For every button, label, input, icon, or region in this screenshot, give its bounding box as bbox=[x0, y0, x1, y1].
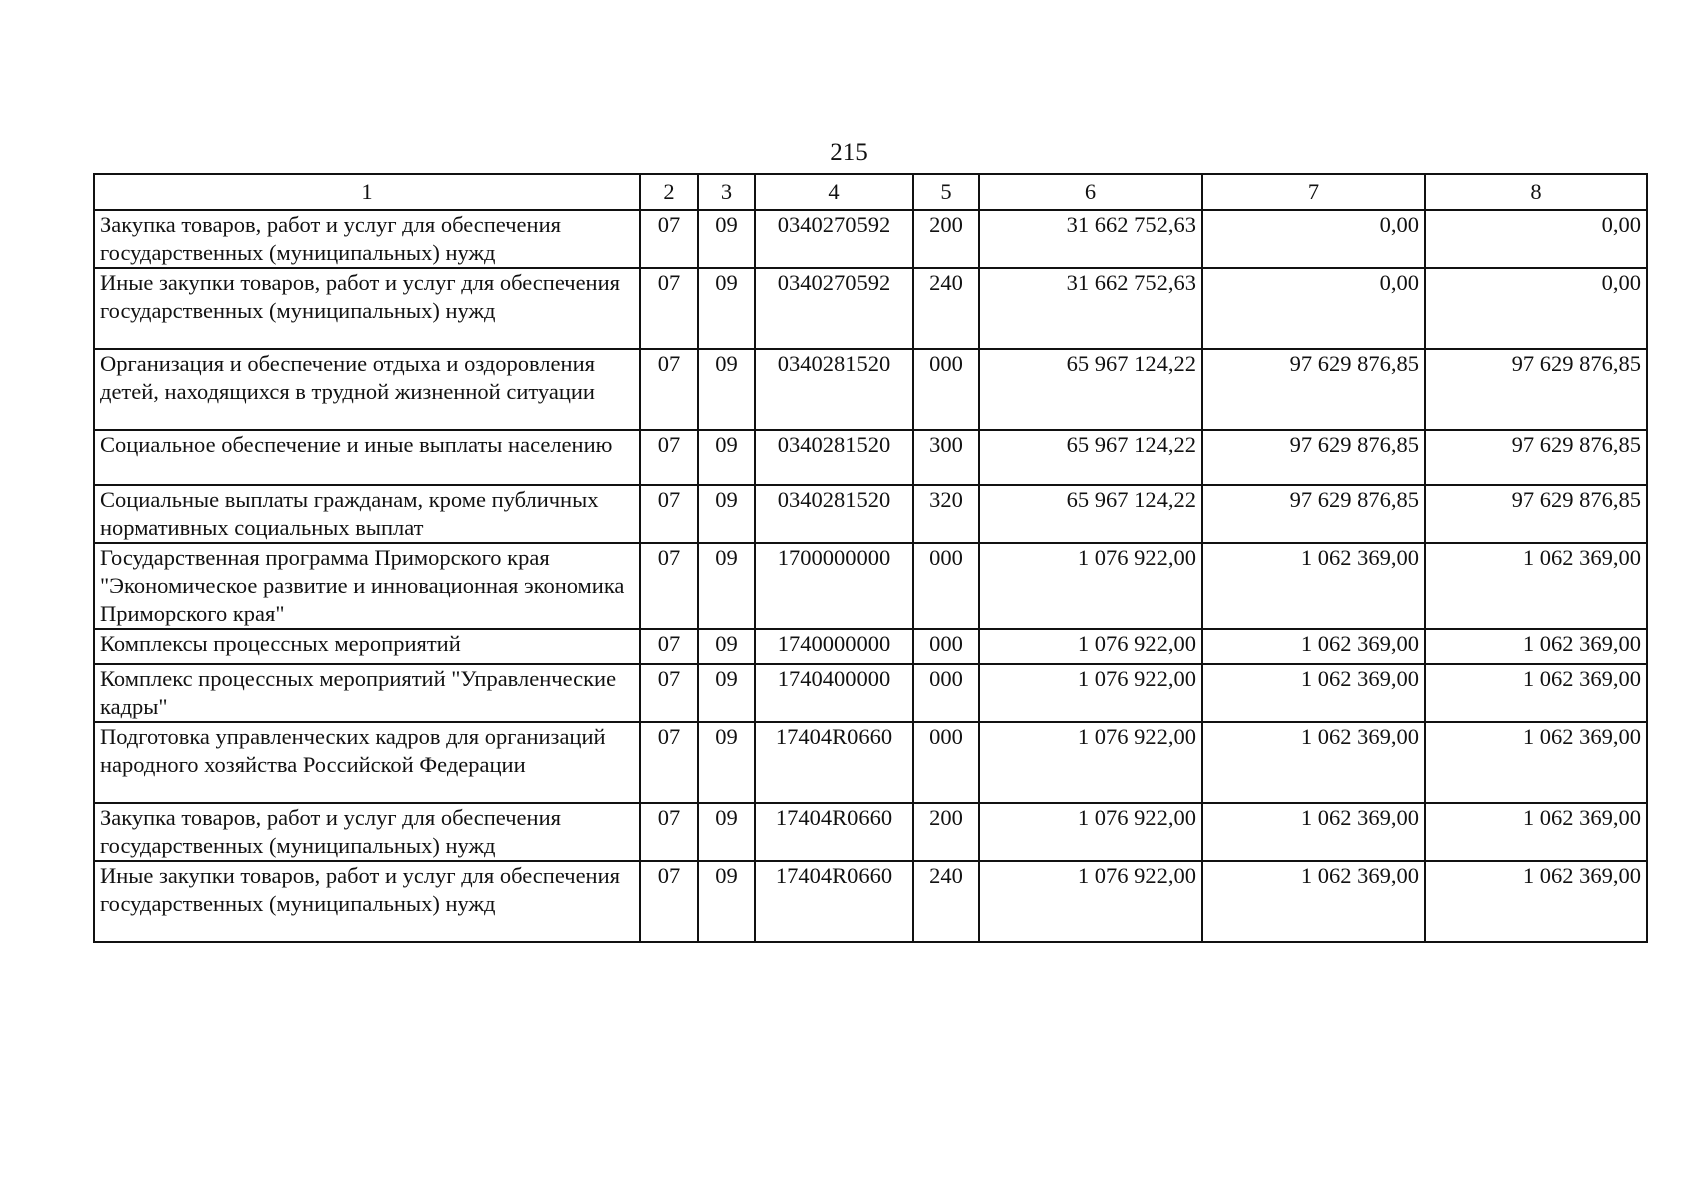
target-article-cell: 17404R0660 bbox=[755, 803, 913, 861]
column-header-3: 3 bbox=[698, 174, 755, 210]
section-code-cell: 07 bbox=[640, 268, 698, 349]
amount-col6-cell: 31 662 752,63 bbox=[979, 268, 1202, 349]
row-name-cell: Иные закупки товаров, работ и услуг для обеспечения государственных (муниципальных) нужд bbox=[94, 861, 640, 942]
subsection-code-cell: 09 bbox=[698, 210, 755, 268]
amount-col7-cell: 97 629 876,85 bbox=[1202, 349, 1425, 430]
section-code-cell: 07 bbox=[640, 629, 698, 664]
budget-table bbox=[93, 173, 1648, 943]
column-header-5: 5 bbox=[913, 174, 979, 210]
expense-type-cell: 200 bbox=[913, 210, 979, 268]
target-article-cell: 0340281520 bbox=[755, 349, 913, 430]
section-code-cell: 07 bbox=[640, 430, 698, 485]
amount-col6-cell: 1 076 922,00 bbox=[979, 664, 1202, 722]
amount-col6-cell: 31 662 752,63 bbox=[979, 210, 1202, 268]
amount-col7-cell: 0,00 bbox=[1202, 268, 1425, 349]
amount-col8-cell: 1 062 369,00 bbox=[1425, 861, 1647, 942]
table-row bbox=[94, 664, 1647, 722]
target-article-cell: 0340270592 bbox=[755, 210, 913, 268]
amount-col7-cell: 1 062 369,00 bbox=[1202, 861, 1425, 942]
row-name-cell: Комплексы процессных мероприятий bbox=[94, 629, 640, 664]
table-row bbox=[94, 543, 1647, 629]
table-row bbox=[94, 803, 1647, 861]
amount-col7-cell: 1 062 369,00 bbox=[1202, 543, 1425, 629]
row-name-cell: Подготовка управленческих кадров для организаций народного хозяйства Российской Федерации bbox=[94, 722, 640, 803]
subsection-code-cell: 09 bbox=[698, 803, 755, 861]
target-article-cell: 1700000000 bbox=[755, 543, 913, 629]
section-code-cell: 07 bbox=[640, 543, 698, 629]
row-name-cell: Государственная программа Приморского края "Экономическое развитие и инновационная экономика Приморского края" bbox=[94, 543, 640, 629]
target-article-cell: 1740000000 bbox=[755, 629, 913, 664]
expense-type-cell: 200 bbox=[913, 803, 979, 861]
expense-type-cell: 000 bbox=[913, 349, 979, 430]
row-name-cell: Иные закупки товаров, работ и услуг для обеспечения государственных (муниципальных) нужд bbox=[94, 268, 640, 349]
column-header-6: 6 bbox=[979, 174, 1202, 210]
subsection-code-cell: 09 bbox=[698, 629, 755, 664]
table-row bbox=[94, 722, 1647, 803]
section-code-cell: 07 bbox=[640, 349, 698, 430]
expense-type-cell: 240 bbox=[913, 268, 979, 349]
expense-type-cell: 000 bbox=[913, 664, 979, 722]
amount-col6-cell: 65 967 124,22 bbox=[979, 485, 1202, 543]
amount-col8-cell: 97 629 876,85 bbox=[1425, 485, 1647, 543]
table-row bbox=[94, 430, 1647, 485]
subsection-code-cell: 09 bbox=[698, 861, 755, 942]
subsection-code-cell: 09 bbox=[698, 485, 755, 543]
amount-col6-cell: 65 967 124,22 bbox=[979, 430, 1202, 485]
amount-col8-cell: 0,00 bbox=[1425, 268, 1647, 349]
row-name-cell: Комплекс процессных мероприятий "Управленческие кадры" bbox=[94, 664, 640, 722]
section-code-cell: 07 bbox=[640, 803, 698, 861]
target-article-cell: 17404R0660 bbox=[755, 722, 913, 803]
amount-col8-cell: 0,00 bbox=[1425, 210, 1647, 268]
table-row bbox=[94, 629, 1647, 664]
amount-col7-cell: 0,00 bbox=[1202, 210, 1425, 268]
expense-type-cell: 000 bbox=[913, 629, 979, 664]
section-code-cell: 07 bbox=[640, 210, 698, 268]
section-code-cell: 07 bbox=[640, 664, 698, 722]
row-name-cell: Организация и обеспечение отдыха и оздоровления детей, находящихся в трудной жизненной ситуации bbox=[94, 349, 640, 430]
expense-type-cell: 000 bbox=[913, 543, 979, 629]
target-article-cell: 0340281520 bbox=[755, 485, 913, 543]
table-row bbox=[94, 485, 1647, 543]
amount-col7-cell: 1 062 369,00 bbox=[1202, 803, 1425, 861]
amount-col6-cell: 1 076 922,00 bbox=[979, 629, 1202, 664]
expense-type-cell: 240 bbox=[913, 861, 979, 942]
row-name-cell: Социальное обеспечение и иные выплаты населению bbox=[94, 430, 640, 485]
column-header-7: 7 bbox=[1202, 174, 1425, 210]
target-article-cell: 17404R0660 bbox=[755, 861, 913, 942]
section-code-cell: 07 bbox=[640, 722, 698, 803]
expense-type-cell: 320 bbox=[913, 485, 979, 543]
amount-col8-cell: 1 062 369,00 bbox=[1425, 664, 1647, 722]
table-row bbox=[94, 861, 1647, 942]
column-header-2: 2 bbox=[640, 174, 698, 210]
subsection-code-cell: 09 bbox=[698, 722, 755, 803]
amount-col6-cell: 1 076 922,00 bbox=[979, 543, 1202, 629]
amount-col8-cell: 1 062 369,00 bbox=[1425, 722, 1647, 803]
table-header bbox=[94, 174, 1647, 210]
column-header-8: 8 bbox=[1425, 174, 1647, 210]
amount-col8-cell: 97 629 876,85 bbox=[1425, 430, 1647, 485]
target-article-cell: 0340281520 bbox=[755, 430, 913, 485]
header-row bbox=[94, 174, 1647, 210]
target-article-cell: 0340270592 bbox=[755, 268, 913, 349]
subsection-code-cell: 09 bbox=[698, 268, 755, 349]
page-number: 215 bbox=[830, 139, 868, 166]
amount-col8-cell: 97 629 876,85 bbox=[1425, 349, 1647, 430]
target-article-cell: 1740400000 bbox=[755, 664, 913, 722]
amount-col8-cell: 1 062 369,00 bbox=[1425, 629, 1647, 664]
amount-col6-cell: 1 076 922,00 bbox=[979, 861, 1202, 942]
table-body bbox=[94, 210, 1647, 942]
row-name-cell: Закупка товаров, работ и услуг для обеспечения государственных (муниципальных) нужд bbox=[94, 803, 640, 861]
amount-col7-cell: 1 062 369,00 bbox=[1202, 722, 1425, 803]
section-code-cell: 07 bbox=[640, 485, 698, 543]
amount-col8-cell: 1 062 369,00 bbox=[1425, 543, 1647, 629]
expense-type-cell: 300 bbox=[913, 430, 979, 485]
subsection-code-cell: 09 bbox=[698, 349, 755, 430]
table-row bbox=[94, 349, 1647, 430]
column-header-4: 4 bbox=[755, 174, 913, 210]
row-name-cell: Социальные выплаты гражданам, кроме публичных нормативных социальных выплат bbox=[94, 485, 640, 543]
amount-col6-cell: 1 076 922,00 bbox=[979, 722, 1202, 803]
table-row bbox=[94, 268, 1647, 349]
column-header-1: 1 bbox=[94, 174, 640, 210]
amount-col7-cell: 97 629 876,85 bbox=[1202, 485, 1425, 543]
subsection-code-cell: 09 bbox=[698, 664, 755, 722]
amount-col7-cell: 97 629 876,85 bbox=[1202, 430, 1425, 485]
subsection-code-cell: 09 bbox=[698, 430, 755, 485]
subsection-code-cell: 09 bbox=[698, 543, 755, 629]
amount-col6-cell: 65 967 124,22 bbox=[979, 349, 1202, 430]
row-name-cell: Закупка товаров, работ и услуг для обеспечения государственных (муниципальных) нужд bbox=[94, 210, 640, 268]
amount-col8-cell: 1 062 369,00 bbox=[1425, 803, 1647, 861]
amount-col6-cell: 1 076 922,00 bbox=[979, 803, 1202, 861]
amount-col7-cell: 1 062 369,00 bbox=[1202, 664, 1425, 722]
section-code-cell: 07 bbox=[640, 861, 698, 942]
amount-col7-cell: 1 062 369,00 bbox=[1202, 629, 1425, 664]
expense-type-cell: 000 bbox=[913, 722, 979, 803]
table-row bbox=[94, 210, 1647, 268]
